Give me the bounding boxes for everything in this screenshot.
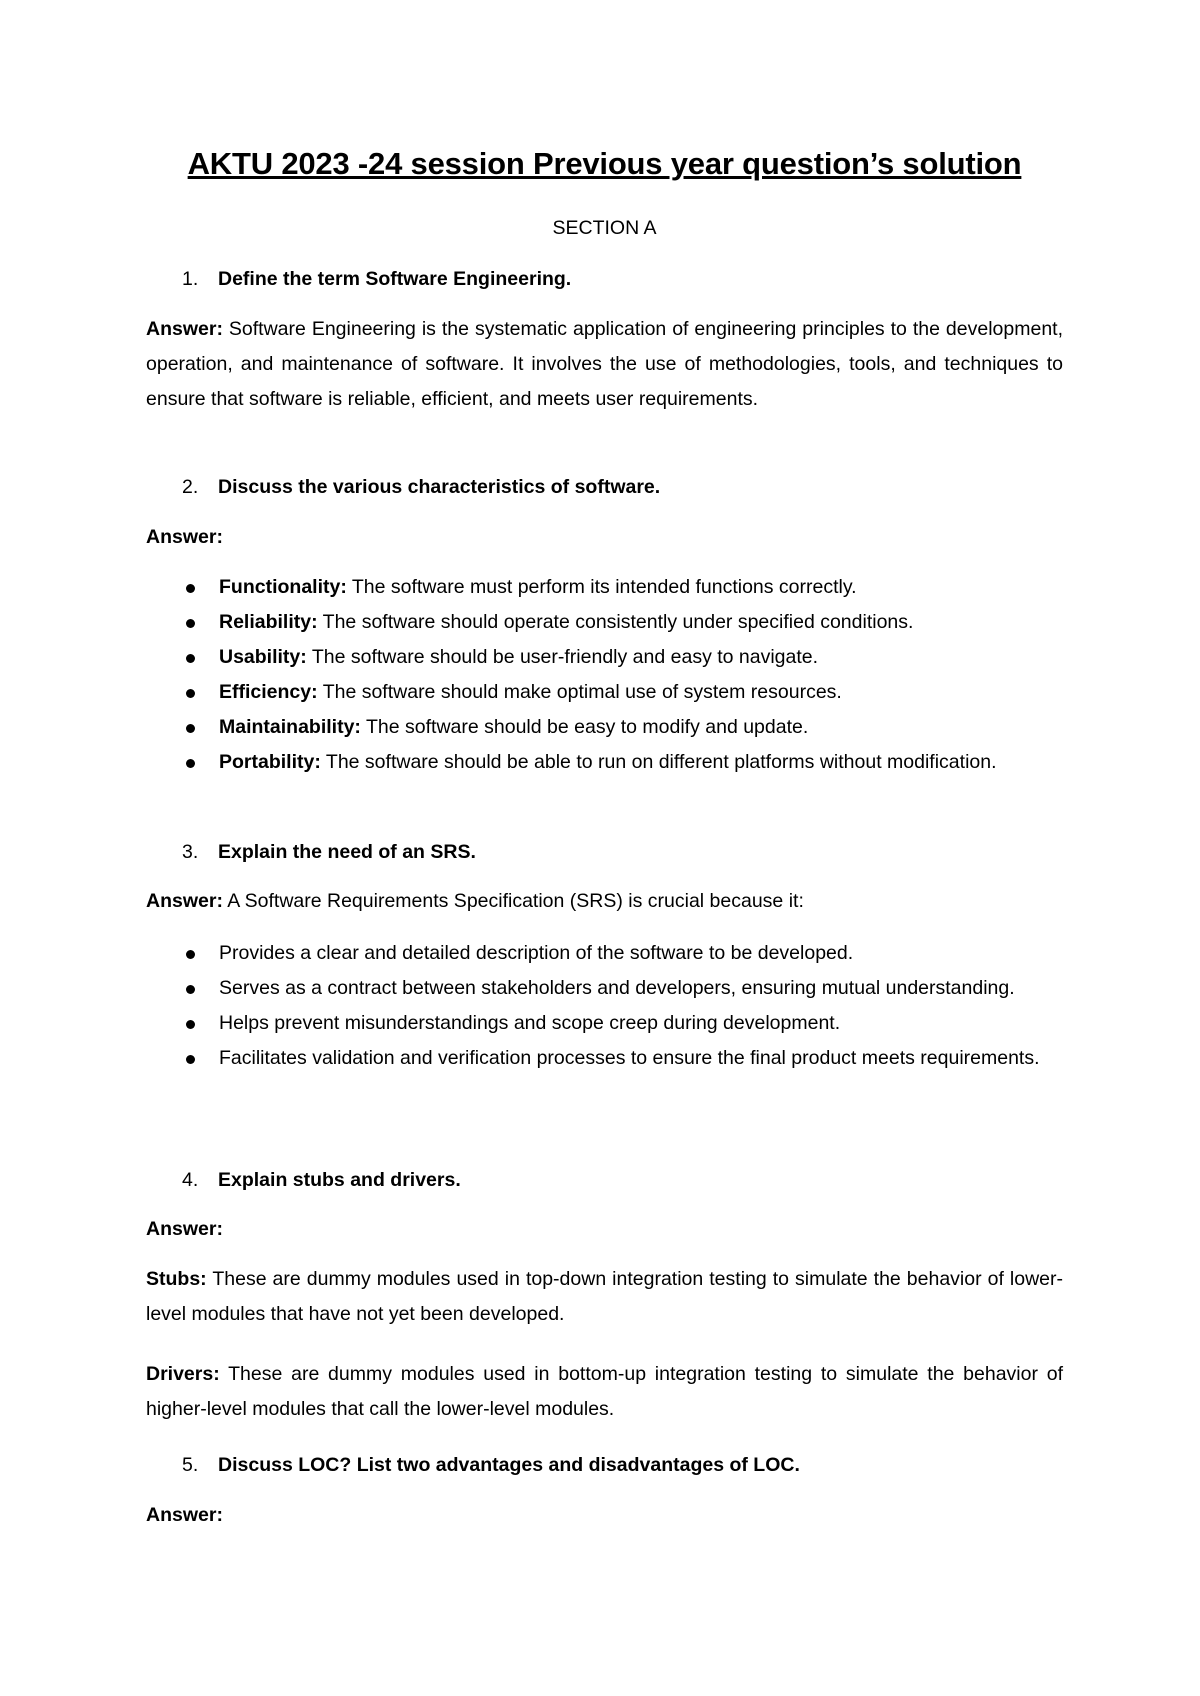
bullet-icon xyxy=(186,654,195,663)
answer-label: Answer: xyxy=(146,1504,223,1526)
item-text: Serves as a contract between stakeholders and developers, ensuring mutual understanding. xyxy=(219,977,1015,999)
item-term: Reliability: xyxy=(219,611,318,633)
question-3 xyxy=(146,835,1063,870)
question-text: Discuss LOC? List two advantages and disadvantages of LOC. xyxy=(218,1454,800,1476)
bullet-icon xyxy=(186,950,195,959)
section-heading: SECTION A xyxy=(552,217,657,239)
bullet-icon xyxy=(186,724,195,733)
question-text: Discuss the various characteristics of software. xyxy=(218,476,661,498)
question-number: 4. xyxy=(182,1169,199,1191)
question-5 xyxy=(146,1448,1063,1483)
bullet-icon xyxy=(186,584,195,593)
answer-label: Answer: xyxy=(146,526,223,548)
question-number: 1. xyxy=(182,268,199,290)
question-text: Define the term Software Engineering. xyxy=(218,268,572,290)
question-number: 2. xyxy=(182,476,199,498)
srs-needs-list xyxy=(146,936,1063,1076)
drivers-label: Drivers: xyxy=(146,1363,220,1385)
stubs-text: These are dummy modules used in top-down integration testing to simulate the behavior of lower-level modules that have not yet been developed. xyxy=(146,1268,1063,1325)
list-item xyxy=(146,971,1063,1006)
bullet-icon xyxy=(186,689,195,698)
question-number: 3. xyxy=(182,841,199,863)
answer-2 xyxy=(146,520,1063,555)
bullet-icon xyxy=(186,985,195,994)
answer-label: Answer: xyxy=(146,1218,223,1240)
list-item xyxy=(146,745,1063,780)
list-item xyxy=(146,936,1063,971)
item-text: Facilitates validation and verification processes to ensure the final product meets requirements. xyxy=(219,1047,1040,1069)
item-term: Maintainability: xyxy=(219,716,361,738)
item-text: The software should be easy to modify and update. xyxy=(360,716,809,738)
bullet-icon xyxy=(186,1020,195,1029)
bullet-icon xyxy=(186,619,195,628)
question-4 xyxy=(146,1163,1063,1198)
list-item xyxy=(146,710,1063,745)
item-text: The software should be user-friendly and easy to navigate. xyxy=(306,646,819,668)
question-2 xyxy=(146,470,1063,505)
question-number: 5. xyxy=(182,1454,199,1476)
answer-label: Answer: xyxy=(146,318,223,340)
item-term: Functionality: xyxy=(219,576,347,598)
list-item xyxy=(146,605,1063,640)
answer-text: Software Engineering is the systematic application of engineering principles to the development, operation, and maintenance of software. It involves the use of methodologies, tools, and techniques to ensure that software is reliable, efficient, and meets user requirements. xyxy=(146,318,1064,410)
item-text: The software should make optimal use of system resources. xyxy=(317,681,842,703)
bullet-icon xyxy=(186,759,195,768)
question-1 xyxy=(146,262,1063,297)
stubs-label: Stubs: xyxy=(146,1268,207,1290)
answer-5 xyxy=(146,1498,1063,1533)
drivers-text: These are dummy modules used in bottom-up integration testing to simulate the behavior of higher-level modules that call the lower-level modules. xyxy=(146,1363,1063,1420)
stubs-paragraph xyxy=(146,1262,1063,1332)
item-term: Portability: xyxy=(219,751,321,773)
item-term: Efficiency: xyxy=(219,681,318,703)
drivers-paragraph xyxy=(146,1357,1063,1427)
list-item xyxy=(146,570,1063,605)
item-text: The software should operate consistently under specified conditions. xyxy=(317,611,914,633)
item-text: The software must perform its intended functions correctly. xyxy=(346,576,857,598)
list-item xyxy=(146,640,1063,675)
characteristics-list xyxy=(146,570,1063,780)
answer-text: A Software Requirements Specification (SRS) is crucial because it: xyxy=(227,890,804,912)
answer-1 xyxy=(146,312,1063,417)
answer-4 xyxy=(146,1212,1063,1247)
item-text: Helps prevent misunderstandings and scope creep during development. xyxy=(219,1012,841,1034)
bullet-icon xyxy=(186,1055,195,1064)
answer-label: Answer: xyxy=(146,890,223,912)
list-item xyxy=(146,1006,1063,1041)
item-term: Usability: xyxy=(219,646,307,668)
list-item xyxy=(146,675,1063,710)
item-text: Provides a clear and detailed description of the software to be developed. xyxy=(219,942,854,964)
page-title: AKTU 2023 -24 session Previous year question’s solution xyxy=(187,146,1022,181)
question-text: Explain the need of an SRS. xyxy=(218,841,476,863)
item-text: The software should be able to run on different platforms without modification. xyxy=(320,751,997,773)
question-text: Explain stubs and drivers. xyxy=(218,1169,461,1191)
list-item xyxy=(146,1041,1063,1076)
answer-3 xyxy=(146,884,1063,919)
